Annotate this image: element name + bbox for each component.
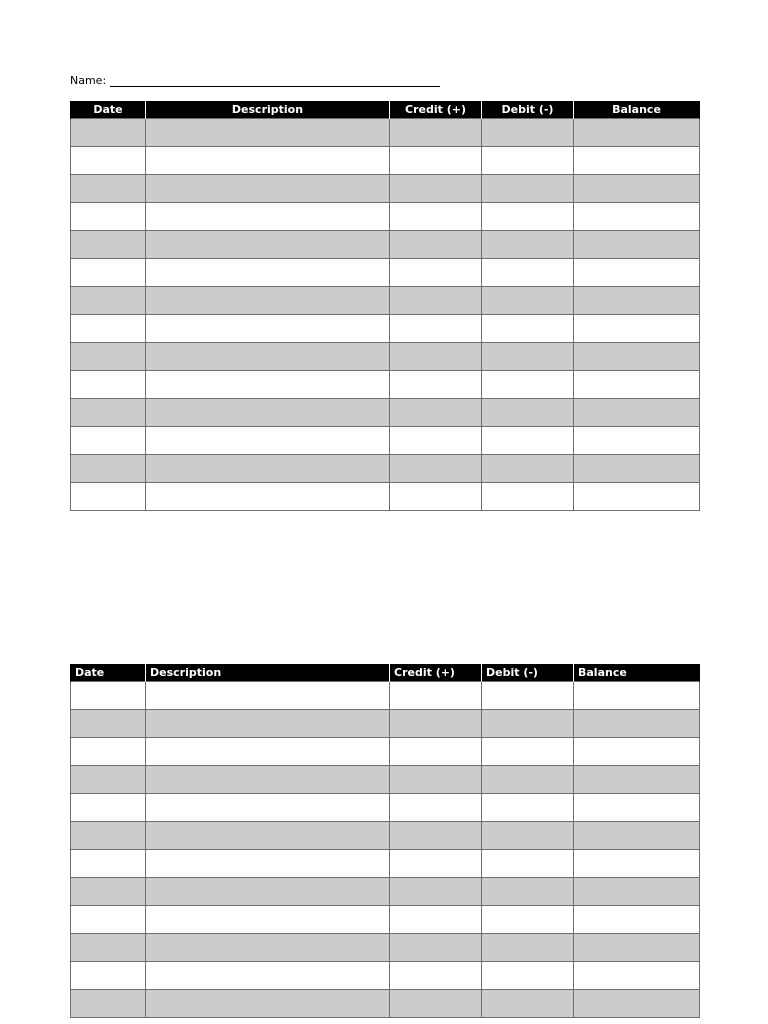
table-row bbox=[71, 765, 700, 793]
column-header-credit: Credit (+) bbox=[390, 664, 482, 681]
description-cell[interactable] bbox=[146, 681, 390, 709]
table-row bbox=[71, 933, 700, 961]
balance-cell[interactable] bbox=[574, 202, 700, 230]
debit-cell[interactable] bbox=[482, 765, 574, 793]
description-cell[interactable] bbox=[146, 737, 390, 765]
debit-cell[interactable] bbox=[482, 342, 574, 370]
credit-cell[interactable] bbox=[390, 314, 482, 342]
debit-cell[interactable] bbox=[482, 230, 574, 258]
table-row bbox=[71, 202, 700, 230]
credit-cell[interactable] bbox=[390, 454, 482, 482]
table-row bbox=[71, 174, 700, 202]
table-row bbox=[71, 426, 700, 454]
column-header-balance: Balance bbox=[574, 664, 700, 681]
description-cell[interactable] bbox=[146, 230, 390, 258]
balance-cell[interactable] bbox=[574, 681, 700, 709]
credit-cell[interactable] bbox=[390, 230, 482, 258]
credit-cell[interactable] bbox=[390, 989, 482, 1017]
credit-cell[interactable] bbox=[390, 681, 482, 709]
description-cell[interactable] bbox=[146, 342, 390, 370]
balance-cell[interactable] bbox=[574, 146, 700, 174]
balance-cell[interactable] bbox=[574, 793, 700, 821]
balance-cell[interactable] bbox=[574, 342, 700, 370]
balance-cell[interactable] bbox=[574, 118, 700, 146]
date-cell[interactable] bbox=[71, 933, 146, 961]
balance-cell[interactable] bbox=[574, 258, 700, 286]
credit-cell[interactable] bbox=[390, 426, 482, 454]
column-header-description: Description bbox=[146, 101, 390, 118]
credit-cell[interactable] bbox=[390, 737, 482, 765]
balance-cell[interactable] bbox=[574, 482, 700, 510]
description-cell[interactable] bbox=[146, 174, 390, 202]
date-cell[interactable] bbox=[71, 370, 146, 398]
balance-cell[interactable] bbox=[574, 370, 700, 398]
date-cell[interactable] bbox=[71, 174, 146, 202]
balance-cell[interactable] bbox=[574, 737, 700, 765]
description-cell[interactable] bbox=[146, 426, 390, 454]
credit-cell[interactable] bbox=[390, 905, 482, 933]
table-row bbox=[71, 146, 700, 174]
debit-cell[interactable] bbox=[482, 482, 574, 510]
credit-cell[interactable] bbox=[390, 793, 482, 821]
balance-cell[interactable] bbox=[574, 286, 700, 314]
debit-cell[interactable] bbox=[482, 426, 574, 454]
description-cell[interactable] bbox=[146, 454, 390, 482]
debit-cell[interactable] bbox=[482, 821, 574, 849]
description-cell[interactable] bbox=[146, 146, 390, 174]
description-cell[interactable] bbox=[146, 765, 390, 793]
table-row bbox=[71, 342, 700, 370]
credit-cell[interactable] bbox=[390, 174, 482, 202]
description-cell[interactable] bbox=[146, 258, 390, 286]
description-cell[interactable] bbox=[146, 286, 390, 314]
date-cell[interactable] bbox=[71, 793, 146, 821]
balance-cell[interactable] bbox=[574, 849, 700, 877]
date-cell[interactable] bbox=[71, 905, 146, 933]
credit-cell[interactable] bbox=[390, 821, 482, 849]
credit-cell[interactable] bbox=[390, 146, 482, 174]
table-row bbox=[71, 793, 700, 821]
table-row bbox=[71, 821, 700, 849]
debit-cell[interactable] bbox=[482, 877, 574, 905]
credit-cell[interactable] bbox=[390, 765, 482, 793]
table-row bbox=[71, 398, 700, 426]
column-header-debit: Debit (-) bbox=[482, 101, 574, 118]
credit-cell[interactable] bbox=[390, 482, 482, 510]
debit-cell[interactable] bbox=[482, 118, 574, 146]
column-header-date: Date bbox=[71, 101, 146, 118]
date-cell[interactable] bbox=[71, 314, 146, 342]
credit-cell[interactable] bbox=[390, 118, 482, 146]
column-header-credit: Credit (+) bbox=[390, 101, 482, 118]
table-row bbox=[71, 482, 700, 510]
table-row bbox=[71, 737, 700, 765]
date-cell[interactable] bbox=[71, 821, 146, 849]
debit-cell[interactable] bbox=[482, 314, 574, 342]
debit-cell[interactable] bbox=[482, 258, 574, 286]
date-cell[interactable] bbox=[71, 202, 146, 230]
debit-cell[interactable] bbox=[482, 398, 574, 426]
balance-cell[interactable] bbox=[574, 765, 700, 793]
balance-cell[interactable] bbox=[574, 933, 700, 961]
description-cell[interactable] bbox=[146, 202, 390, 230]
description-cell[interactable] bbox=[146, 989, 390, 1017]
date-cell[interactable] bbox=[71, 118, 146, 146]
credit-cell[interactable] bbox=[390, 709, 482, 737]
description-cell[interactable] bbox=[146, 933, 390, 961]
debit-cell[interactable] bbox=[482, 370, 574, 398]
name-field-row bbox=[70, 71, 440, 87]
table-row bbox=[71, 286, 700, 314]
description-cell[interactable] bbox=[146, 961, 390, 989]
description-cell[interactable] bbox=[146, 905, 390, 933]
date-cell[interactable] bbox=[71, 426, 146, 454]
debit-cell[interactable] bbox=[482, 681, 574, 709]
description-cell[interactable] bbox=[146, 821, 390, 849]
balance-cell[interactable] bbox=[574, 174, 700, 202]
debit-cell[interactable] bbox=[482, 737, 574, 765]
column-header-description: Description bbox=[146, 664, 390, 681]
description-cell[interactable] bbox=[146, 849, 390, 877]
balance-cell[interactable] bbox=[574, 821, 700, 849]
date-cell[interactable] bbox=[71, 482, 146, 510]
balance-cell[interactable] bbox=[574, 426, 700, 454]
credit-cell[interactable] bbox=[390, 961, 482, 989]
debit-cell[interactable] bbox=[482, 286, 574, 314]
credit-cell[interactable] bbox=[390, 370, 482, 398]
credit-cell[interactable] bbox=[390, 342, 482, 370]
name-blank-line[interactable] bbox=[110, 74, 440, 87]
credit-cell[interactable] bbox=[390, 286, 482, 314]
debit-cell[interactable] bbox=[482, 905, 574, 933]
balance-cell[interactable] bbox=[574, 314, 700, 342]
ledger-header-row bbox=[71, 101, 700, 118]
debit-cell[interactable] bbox=[482, 454, 574, 482]
debit-cell[interactable] bbox=[482, 989, 574, 1017]
table-row bbox=[71, 314, 700, 342]
table-row bbox=[71, 118, 700, 146]
table-row bbox=[71, 877, 700, 905]
date-cell[interactable] bbox=[71, 230, 146, 258]
date-cell[interactable] bbox=[71, 961, 146, 989]
table-row bbox=[71, 905, 700, 933]
table-row bbox=[71, 709, 700, 737]
debit-cell[interactable] bbox=[482, 849, 574, 877]
description-cell[interactable] bbox=[146, 709, 390, 737]
date-cell[interactable] bbox=[71, 454, 146, 482]
credit-cell[interactable] bbox=[390, 933, 482, 961]
ledger-header-row bbox=[71, 664, 700, 681]
debit-cell[interactable] bbox=[482, 933, 574, 961]
table-row bbox=[71, 961, 700, 989]
credit-cell[interactable] bbox=[390, 849, 482, 877]
date-cell[interactable] bbox=[71, 398, 146, 426]
ledger-table-2 bbox=[70, 664, 700, 1018]
column-header-debit: Debit (-) bbox=[482, 664, 574, 681]
debit-cell[interactable] bbox=[482, 202, 574, 230]
balance-cell[interactable] bbox=[574, 877, 700, 905]
debit-cell[interactable] bbox=[482, 793, 574, 821]
ledger-table-1 bbox=[70, 101, 700, 511]
balance-cell[interactable] bbox=[574, 230, 700, 258]
column-header-date: Date bbox=[71, 664, 146, 681]
date-cell[interactable] bbox=[71, 709, 146, 737]
table-row bbox=[71, 849, 700, 877]
table-row bbox=[71, 230, 700, 258]
balance-cell[interactable] bbox=[574, 961, 700, 989]
date-cell[interactable] bbox=[71, 737, 146, 765]
column-header-balance: Balance bbox=[574, 101, 700, 118]
balance-cell[interactable] bbox=[574, 989, 700, 1017]
date-cell[interactable] bbox=[71, 989, 146, 1017]
credit-cell[interactable] bbox=[390, 202, 482, 230]
date-cell[interactable] bbox=[71, 877, 146, 905]
description-cell[interactable] bbox=[146, 370, 390, 398]
table-row bbox=[71, 370, 700, 398]
credit-cell[interactable] bbox=[390, 258, 482, 286]
date-cell[interactable] bbox=[71, 342, 146, 370]
debit-cell[interactable] bbox=[482, 961, 574, 989]
balance-cell[interactable] bbox=[574, 454, 700, 482]
description-cell[interactable] bbox=[146, 314, 390, 342]
description-cell[interactable] bbox=[146, 482, 390, 510]
balance-cell[interactable] bbox=[574, 398, 700, 426]
date-cell[interactable] bbox=[71, 146, 146, 174]
date-cell[interactable] bbox=[71, 765, 146, 793]
description-cell[interactable] bbox=[146, 793, 390, 821]
description-cell[interactable] bbox=[146, 398, 390, 426]
name-label: Name: bbox=[70, 74, 107, 87]
date-cell[interactable] bbox=[71, 681, 146, 709]
table-row bbox=[71, 258, 700, 286]
description-cell[interactable] bbox=[146, 877, 390, 905]
debit-cell[interactable] bbox=[482, 709, 574, 737]
date-cell[interactable] bbox=[71, 286, 146, 314]
credit-cell[interactable] bbox=[390, 398, 482, 426]
debit-cell[interactable] bbox=[482, 146, 574, 174]
balance-cell[interactable] bbox=[574, 709, 700, 737]
balance-cell[interactable] bbox=[574, 905, 700, 933]
table-row bbox=[71, 989, 700, 1017]
description-cell[interactable] bbox=[146, 118, 390, 146]
debit-cell[interactable] bbox=[482, 174, 574, 202]
credit-cell[interactable] bbox=[390, 877, 482, 905]
table-row bbox=[71, 681, 700, 709]
date-cell[interactable] bbox=[71, 258, 146, 286]
date-cell[interactable] bbox=[71, 849, 146, 877]
table-row bbox=[71, 454, 700, 482]
